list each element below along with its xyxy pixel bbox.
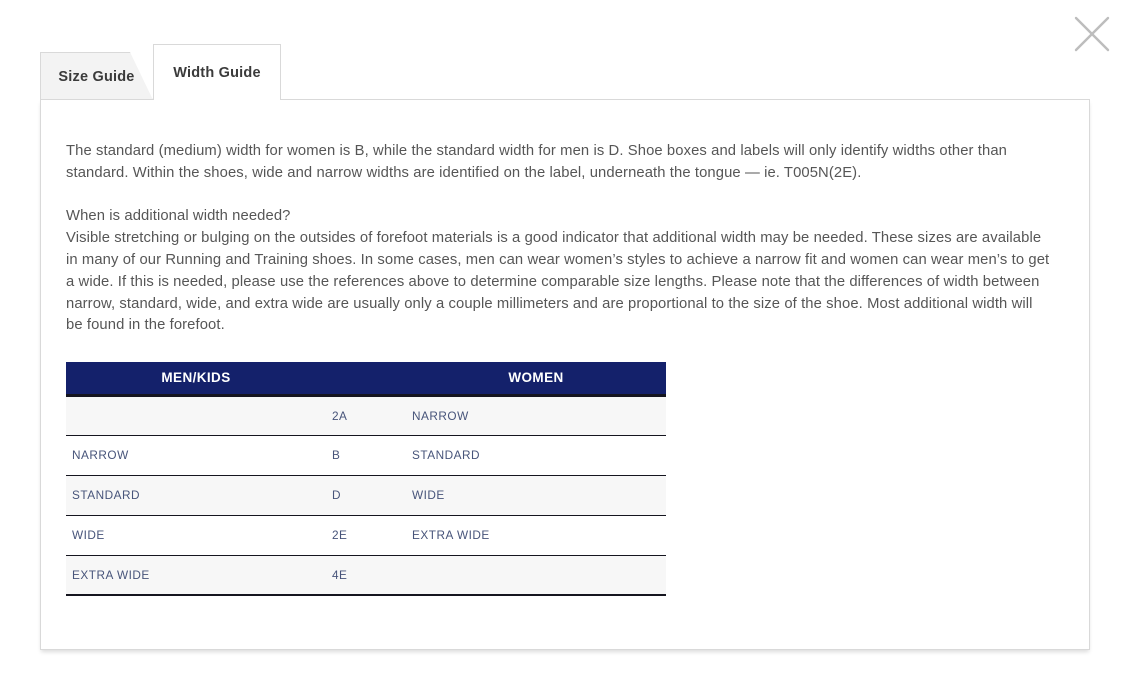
cell-women-width [406, 555, 666, 595]
cell-women-width: STANDARD [412, 448, 481, 463]
close-button[interactable] [1070, 12, 1114, 56]
width-guide-panel [40, 99, 1090, 650]
tab-size-guide-label: Size Guide [58, 68, 135, 85]
table-row [66, 435, 666, 475]
cell-men-width: EXTRA WIDE [72, 567, 150, 582]
cell-size-letter: B [332, 448, 341, 463]
cell-men-width: STANDARD [72, 488, 141, 503]
cell-women-width: NARROW [412, 408, 469, 423]
width-table-header-row [66, 362, 666, 395]
cell-men-width: WIDE [72, 528, 105, 543]
table-row [66, 515, 666, 555]
width-table [66, 362, 666, 596]
tab-width-guide-label: Width Guide [173, 64, 261, 81]
width-guide-copy [66, 141, 1052, 337]
table-row [66, 555, 666, 595]
cell-men-width: NARROW [72, 448, 129, 463]
column-header-men-kids: MEN/KIDS [161, 370, 231, 386]
width-question-heading: When is additional width needed? [66, 208, 291, 225]
tab-width-guide[interactable] [153, 44, 281, 100]
cell-size-letter: 2A [332, 408, 348, 423]
table-row [66, 395, 666, 435]
cell-size-letter: D [332, 488, 342, 503]
close-icon [1073, 15, 1111, 53]
cell-size-letter: 4E [332, 567, 348, 582]
tab-size-guide[interactable] [40, 52, 153, 100]
width-answer-paragraph: Visible stretching or bulging on the outsides of forefoot materials is a good indicator that additional width may be needed. These sizes are available in many of our Running and Training shoes. In some cases, men can wear women’s styles to achieve a narrow fit and women can wear men’s to get a wide. If this is needed, please use the references above to determine comparable size lengths. Please note that the differences of width between narrow, standard, wide, and extra wide are usually only a couple millimeters and are proportional to the size of the shoe. Most additional width will be found in the forefoot. [66, 230, 1050, 334]
table-row [66, 475, 666, 515]
cell-women-width: EXTRA WIDE [412, 528, 490, 543]
column-header-women: WOMEN [508, 370, 564, 386]
intro-paragraph: The standard (medium) width for women is B, while the standard width for men is D. Shoe boxes and labels will only identify widths other than standard. Within the shoes, wide and narrow widths are identified on the label, underneath the tongue — ie. T005N(2E). [66, 143, 1007, 181]
column-header-size-letter [326, 362, 406, 395]
cell-men-width [66, 395, 326, 435]
cell-women-width: WIDE [412, 488, 445, 503]
cell-size-letter: 2E [332, 528, 348, 543]
